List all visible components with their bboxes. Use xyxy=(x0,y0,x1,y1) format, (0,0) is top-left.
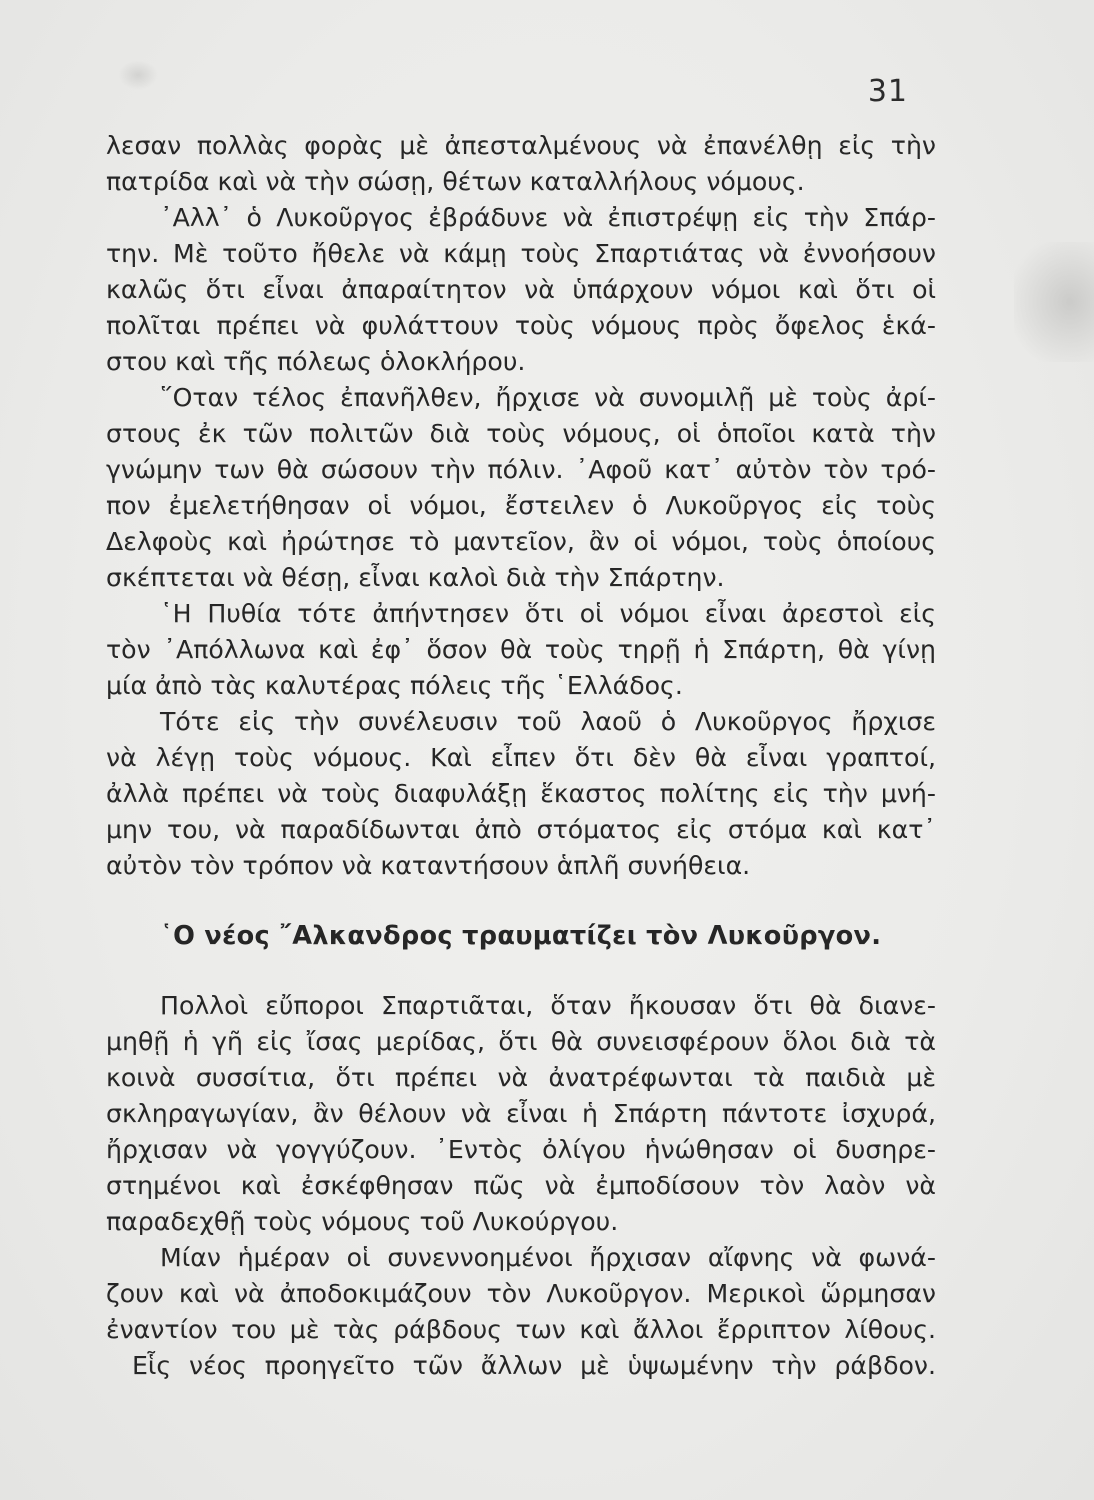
text-line: γνώμην των θὰ σώσουν τὴν πόλιν. ᾿Αφοῦ κατ᾿ αὐτὸν τὸν τρό- xyxy=(106,455,936,484)
section-heading: ῾Ο νέος ῎Αλκανδρος τραυματίζει τὸν Λυκοῦργον. xyxy=(160,921,882,951)
text-line: πολῖται πρέπει νὰ φυλάττουν τοὺς νόμους πρὸς ὄφελος ἑκά- xyxy=(106,311,936,340)
body-text xyxy=(106,128,936,1384)
text-line: σκληραγωγίαν, ἂν θέλουν νὰ εἶναι ἡ Σπάρτη πάντοτε ἰσχυρά, xyxy=(106,1099,936,1128)
page-number: 31 xyxy=(867,74,908,109)
text-line: ζουν καὶ νὰ ἀποδοκιμάζουν τὸν Λυκοῦργον. Μερικοὶ ὥρμησαν xyxy=(106,1279,936,1308)
text-line: Εἷς νέος προηγεῖτο τῶν ἄλλων μὲ ὑψωμένην τὴν ράβδον. xyxy=(132,1351,936,1380)
text-line: νὰ λέγῃ τοὺς νόμους. Καὶ εἶπεν ὅτι δὲν θὰ εἶναι γραπτοί, xyxy=(106,743,936,772)
text-line: στου καὶ τῆς πόλεως ὁλοκλήρου. xyxy=(106,347,526,376)
text-line: Μίαν ἡμέραν οἱ συνεννοημένοι ἤρχισαν αἴφνης νὰ φωνά- xyxy=(160,1243,936,1272)
text-line: ῞Οταν τέλος ἐπανῆλθεν, ἤρχισε νὰ συνομιλῇ μὲ τοὺς ἀρί- xyxy=(160,383,936,412)
text-line: καλῶς ὅτι εἶναι ἀπαραίτητον νὰ ὑπάρχουν νόμοι καὶ ὅτι οἱ xyxy=(106,275,936,304)
text-line: ἐναντίον του μὲ τὰς ράβδους των καὶ ἄλλοι ἔρριπτον λίθους. xyxy=(106,1315,936,1344)
text-line: μην του, νὰ παραδίδωνται ἀπὸ στόματος εἰς στόμα καὶ κατ᾿ xyxy=(106,815,936,844)
text-line: λεσαν πολλὰς φορὰς μὲ ἀπεσταλμένους νὰ ἐπανέλθῃ εἰς τὴν xyxy=(106,131,936,160)
spacer xyxy=(106,954,936,988)
text-line: κοινὰ συσσίτια, ὅτι πρέπει νὰ ἀνατρέφωνται τὰ παιδιὰ μὲ xyxy=(106,1063,936,1092)
text-line: τὸν ᾿Απόλλωνα καὶ ἐφ᾿ ὅσον θὰ τοὺς τηρῇ ἡ Σπάρτη, θὰ γίνῃ xyxy=(106,635,936,664)
text-line: Δελφοὺς καὶ ἠρώτησε τὸ μαντεῖον, ἂν οἱ νόμοι, τοὺς ὁποίους xyxy=(106,527,936,556)
text-line: πατρίδα καὶ νὰ τὴν σώσῃ, θέτων καταλλήλους νόμους. xyxy=(106,167,805,196)
text-line: μία ἀπὸ τὰς καλυτέρας πόλεις τῆς ῾Ελλάδος. xyxy=(106,671,683,700)
text-line: ἤρχισαν νὰ γογγύζουν. ᾿Εντὸς ὀλίγου ἡνώθησαν οἱ δυσηρε- xyxy=(106,1135,936,1164)
spacer xyxy=(106,884,936,918)
text-line: ᾿Αλλ᾿ ὁ Λυκοῦργος ἐβράδυνε νὰ ἐπιστρέψῃ εἰς τὴν Σπάρ- xyxy=(160,203,936,232)
paper-stain xyxy=(118,60,158,90)
text-line: την. Μὲ τοῦτο ἤθελε νὰ κάμῃ τοὺς Σπαρτιάτας νὰ ἐννοήσουν xyxy=(106,239,936,268)
text-line: ἀλλὰ πρέπει νὰ τοὺς διαφυλάξῃ ἕκαστος πολίτης εἰς τὴν μνή- xyxy=(106,779,936,808)
text-line: Πολλοὶ εὔποροι Σπαρτιᾶται, ὅταν ἤκουσαν ὅτι θὰ διανε- xyxy=(160,991,936,1020)
text-line: σκέπτεται νὰ θέσῃ, εἶναι καλοὶ διὰ τὴν Σπάρτην. xyxy=(106,563,725,592)
text-line: πον ἐμελετήθησαν οἱ νόμοι, ἔστειλεν ὁ Λυκοῦργος εἰς τοὺς xyxy=(106,491,936,520)
text-line: ῾Η Πυθία τότε ἀπήντησεν ὅτι οἱ νόμοι εἶναι ἀρεστοὶ εἰς xyxy=(160,599,936,628)
text-line: παραδεχθῇ τοὺς νόμους τοῦ Λυκούργου. xyxy=(106,1207,619,1236)
text-line: Τότε εἰς τὴν συνέλευσιν τοῦ λαοῦ ὁ Λυκοῦργος ἤρχισε xyxy=(160,707,936,736)
text-line: στους ἐκ τῶν πολιτῶν διὰ τοὺς νόμους, οἱ ὁποῖοι κατὰ τὴν xyxy=(106,419,936,448)
text-line: μηθῇ ἡ γῆ εἰς ἴσας μερίδας, ὅτι θὰ συνεισφέρουν ὅλοι διὰ τὰ xyxy=(106,1027,936,1056)
paper-stain xyxy=(1014,242,1094,362)
text-line: στημένοι καὶ ἐσκέφθησαν πῶς νὰ ἐμποδίσουν τὸν λαὸν νὰ xyxy=(106,1171,936,1200)
text-line: αὐτὸν τὸν τρόπον νὰ καταντήσουν ἁπλῆ συνήθεια. xyxy=(106,851,751,880)
